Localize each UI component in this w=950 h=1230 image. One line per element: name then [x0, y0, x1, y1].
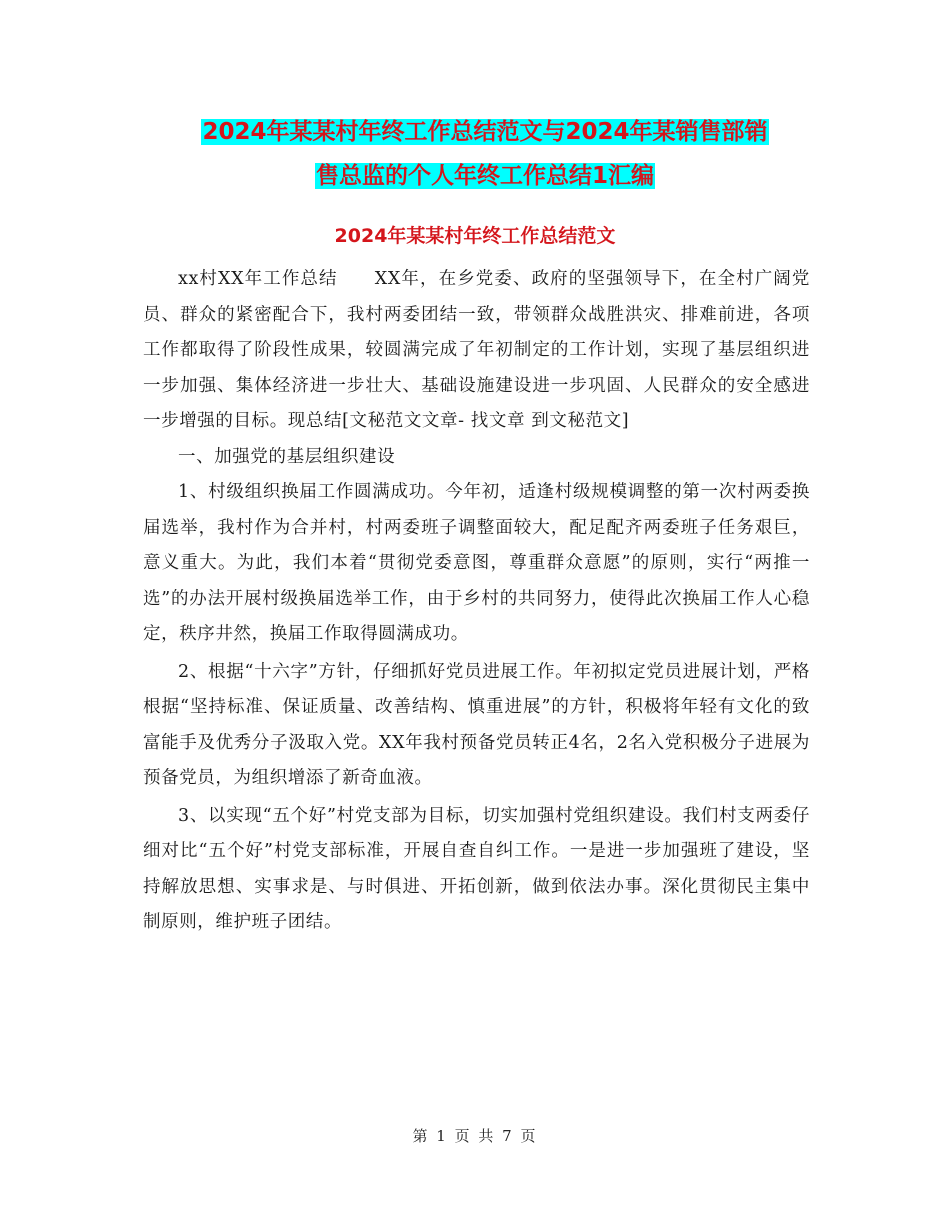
paragraph-item-2: 2、根据“十六字”方针，仔细抓好党员进展工作。年初拟定党员进展计划，严格根据“坚持标准、保证质量、改善结构、慎重进展”的方针，积极将年轻有文化的致富能手及优秀分子汲取入党。XX年我村预备党员转正4名，2名入党积极分子进展为预备党员，为组织增添了新奇血液。: [143, 661, 810, 788]
paragraph-heading-1: 一、加强党的基层组织建设: [178, 446, 396, 467]
paragraph-intro: xx村XX年工作总结 XX年，在乡党委、政府的坚强领导下，在全村广阔党员、群众的紧密配合下，我村两委团结一致，带领群众战胜洪灾、排难前进，各项工作都取得了阶段性成果，较圆满完成了年初制定的工作计划，实现了基层组织进一步加强、集体经济进一步壮大、基础设施建设进一步巩固、人民群众的安全感进一步增强的目标。现总结[文秘范文文章- 找文章 到文秘范文]: [143, 269, 810, 431]
document-title: [140, 110, 830, 198]
document-body: [143, 262, 810, 941]
document-title-line-2: 售总监的个人年终工作总结1汇编: [315, 163, 654, 189]
paragraph-item-1: 1、村级组织换届工作圆满成功。今年初，适逢村级规模调整的第一次村两委换届选举，我村作为合并村，村两委班子调整面较大，配足配齐两委班子任务艰巨，意义重大。为此，我们本着“贯彻党委意图，尊重群众意愿”的原则，实行“两推一选”的办法开展村级换届选举工作，由于乡村的共同努力，使得此次换届工作人心稳定，秩序井然，换届工作取得圆满成功。: [143, 482, 810, 644]
page-footer: 第 1 页 共 7 页: [412, 1127, 538, 1145]
paragraph-item-3: 3、以实现“五个好”村党支部为目标，切实加强村党组织建设。我们村支两委仔细对比“五个好”村党支部标准，开展自查自纠工作。一是进一步加强班了建设，坚持解放思想、实事求是、与时俱进、开拓创新，做到依法办事。深化贯彻民主集中制原则，维护班子团结。: [143, 805, 810, 932]
document-title-line-1: 2024年某某村年终工作总结范文与2024年某销售部销: [202, 119, 768, 145]
section-title: 2024年某某村年终工作总结范文: [334, 225, 616, 247]
